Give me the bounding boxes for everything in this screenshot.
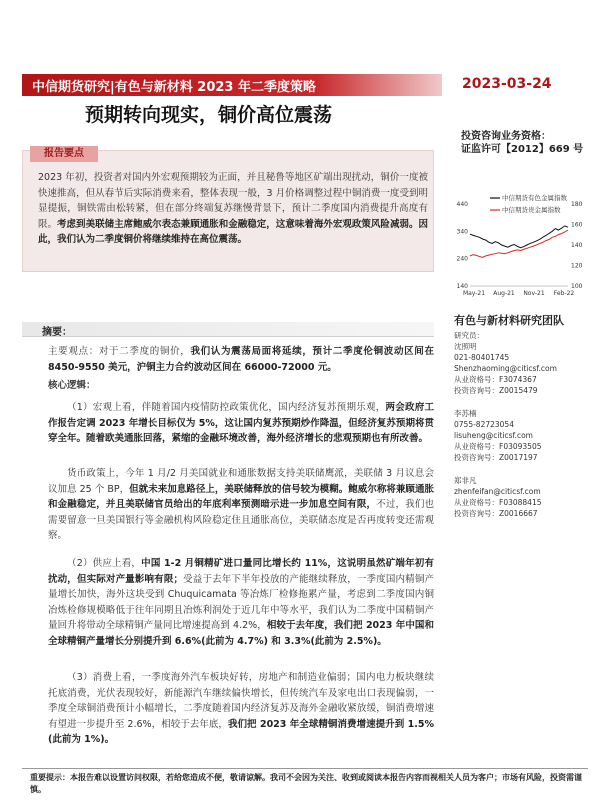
report-date: 2023-03-24 xyxy=(462,76,552,92)
summary-bold: 考虑到美联储主席鲍威尔表态兼顾通胀和金融稳定，这意味着海外宏观政策风险减弱。因此，我们认为二季度铜价将继续维持在高位震荡。 xyxy=(38,218,428,246)
banner-text: 中信期货研究|有色与新材料 2023 年二季度策略 xyxy=(32,80,316,95)
y-right-tick-label: 180 xyxy=(571,201,583,208)
para-supply xyxy=(48,556,434,650)
x-tick-label: Feb-22 xyxy=(553,290,575,297)
team-heading: 研究员： xyxy=(454,331,484,340)
member-2-cert2: 投资咨询号：Z0016667 xyxy=(454,509,538,518)
para-monetary xyxy=(48,466,434,544)
legend-label-0: 中信期货有色金属指数 xyxy=(502,194,567,202)
member-1-email[interactable]: lisuheng@citicsf.com xyxy=(454,431,533,440)
series-line-1 xyxy=(470,230,568,257)
y-left-tick-label: 140 xyxy=(456,283,468,290)
y-left-tick-label: 240 xyxy=(456,255,468,263)
member-1-cert1: 从业资格号：F03093505 xyxy=(454,442,542,451)
y-right-tick-label: 100 xyxy=(571,283,583,290)
para-supply-plain-a: （2）供应上看， xyxy=(67,558,142,569)
team-list xyxy=(454,330,594,519)
index-chart xyxy=(450,190,590,305)
member-0-cert2: 投资咨询号：Z0015479 xyxy=(454,386,538,395)
chart-legend xyxy=(490,193,568,214)
abstract-label: 摘要： xyxy=(42,327,72,338)
x-tick-label: Nov-21 xyxy=(523,290,545,297)
main-view-bold: 我们认为震荡局面将延续，预计二季度伦铜波动区间在 8450-9550 美元，沪铜主力合约波动区间在 66000-72000 元。 xyxy=(48,346,434,373)
summary-plain: 2023 年初，投资者对国内外宏观预期较为正面，并且秘鲁等地区矿端出现扰动，铜价一度被快速推高，但从春节后实际消费来看，整体表现一般，3 月价格调整过程中铜消费一度受到明显提振，铜铁需由松转紧，但在部分终端复苏继慢背景下，预计二季度国内消费提升高度有限。 xyxy=(38,172,428,230)
abstract-bar xyxy=(22,322,434,337)
core-logic-heading: 核心逻辑： xyxy=(48,380,96,391)
main-view-lead: 主要观点：对于二季度的铜价， xyxy=(48,346,191,357)
member-0-phone: 021-80401745 xyxy=(454,353,510,362)
para-monetary-plain-b: 不过，我们也需要留意一旦美国银行等金融机构风险稳定住且通胀高位，美联储态度是否再度转变还需观察。 xyxy=(48,499,434,542)
summary-text xyxy=(38,170,428,248)
para-monetary-plain-a: 货币政策上，今年 1 月/2 月美国就业和通胀数据支持美联储鹰派，美联储 3 月议息会议加息 25 个 BP， xyxy=(48,468,434,495)
summary-tag: 报告要点 xyxy=(30,146,98,162)
member-1-cert2: 投资咨询号：Z0017197 xyxy=(454,453,538,462)
member-0-email[interactable]: Shenzhaoming@citicsf.com xyxy=(454,364,557,373)
report-title: 预期转向现实，铜价高位震荡 xyxy=(85,104,333,126)
footer-note: 重要提示：本报告难以设置访问权限，若给您造成不便，敬请谅解。我司不会因为关注、收到或阅读本报告内容而视相关人员为客户；市场有风险，投资需谨慎。 xyxy=(30,773,582,794)
para-consumption-plain: （3）消费上看，一季度海外汽车板块好转，房地产和制造业偏弱；国内电力板块继续托底消费，光伏表现较好，新能源汽车继续偏快增长，但传统汽车及家电出口表现偏弱，一季度全球铜消费预计小幅增长，二季度随着国内经济复苏及海外金融收紧放缓，铜消费增速有望进一步提升至 2.6%，相较于去年底， xyxy=(48,672,434,730)
chart-series xyxy=(470,226,568,257)
para-macro xyxy=(48,400,434,447)
x-tick-label: May-21 xyxy=(462,290,486,297)
member-2-name: 郑非凡 xyxy=(454,476,477,485)
para-supply-plain-b: 受益于去年下半年投放的产能继续释放，一季度国内精铜产量增长加快，海外这块受到 Chuquicamata 等冶炼厂检修拖累产量，考虑到二季度国内铜冶炼检修规模略低于往年同期且冶炼利润处于近几年中等水平，我们认为二季度中国精铜产量回升将带动全球精铜产量同比增速提高到 4.2%， xyxy=(48,573,434,632)
para-macro-bold: 两会政府工作报告定调 2023 年增长目标仅为 5%，这让国内复苏预期炒作降温，但经济复苏预期将贯穿全年。随着欧美通胀回落，紧缩的金融环境改善，海外经济增长的悲观预期也有所改善。 xyxy=(48,402,434,445)
y-right-tick-label: 120 xyxy=(571,262,583,270)
para-macro-plain: （1）宏观上看，伴随着国内疫情防控政策优化，国内经济复苏预期乐观， xyxy=(67,402,386,413)
y-left-tick-label: 340 xyxy=(456,228,468,236)
legend-label-1: 中信期货贵金属指数 xyxy=(502,206,561,214)
footer-divider xyxy=(22,768,588,769)
chart-axes xyxy=(457,201,583,297)
member-0-cert1: 从业资格号：F3074367 xyxy=(454,375,537,384)
para-consumption xyxy=(48,670,434,748)
member-2-email[interactable]: zhenfeifan@citicsf.com xyxy=(454,487,541,496)
y-right-tick-label: 160 xyxy=(571,221,583,229)
para-supply-bold-b: 相较于去年度，我们把 2023 年中国和全球精铜产量增长分别提升到 6.6%(此前为 4.7%) 和 3.3%(此前为 2.5%)。 xyxy=(48,620,434,647)
qualification-line1: 投资咨询业务资格： xyxy=(461,131,551,142)
para-monetary-bold: 但就未来加息路径上，美联储释放的信号较为模糊。鲍威尔称将兼顾通胀和金融稳定，并且美联储官员给出的年底利率预测暗示进一步加息空间有限， xyxy=(48,483,434,511)
qualification-line2: 证监许可【2012】669 号 xyxy=(461,144,584,155)
member-1-name: 李苏楠 xyxy=(454,409,477,418)
header-banner xyxy=(22,74,442,96)
para-consumption-bold: 我们把 2023 年全球精铜消费增速提升到 1.5%(此前为 1%)。 xyxy=(48,718,434,746)
y-left-tick-label: 440 xyxy=(456,201,468,208)
member-1-phone: 0755-82723054 xyxy=(454,420,514,429)
para-supply-bold-a: 中国 1-2 月铜精矿进口量同比增长约 11%，这说明虽然矿端年初有扰动，但实际对产量影响有限； xyxy=(48,558,435,585)
y-right-tick-label: 140 xyxy=(571,242,583,249)
team-title: 有色与新材料研究团队 xyxy=(454,314,564,327)
member-0-name: 沈照明 xyxy=(454,342,477,351)
member-2-cert1: 从业资格号：F03088415 xyxy=(454,498,542,507)
x-tick-label: Aug-21 xyxy=(493,290,515,297)
main-view xyxy=(48,344,434,375)
